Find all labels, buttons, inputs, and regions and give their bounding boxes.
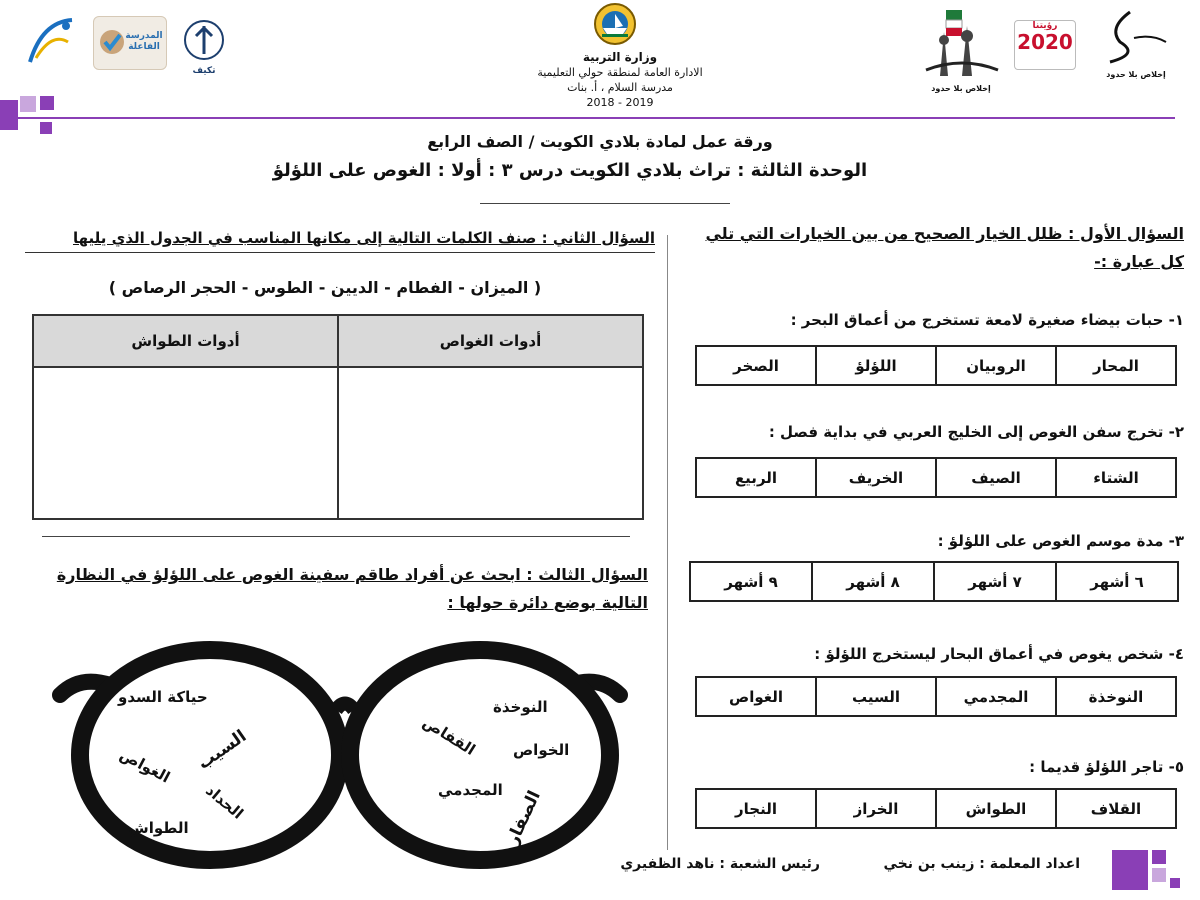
option[interactable]: ٨ أشهر	[812, 562, 934, 601]
option[interactable]: الروبيان	[936, 346, 1056, 385]
option[interactable]: اللؤلؤ	[816, 346, 936, 385]
lens-word[interactable]: الحداد	[202, 781, 247, 823]
q3-heading-cont: التالية بوضع دائرة حولها :	[447, 593, 648, 612]
lens-word[interactable]: الطواش	[128, 819, 189, 837]
q1-item-4-stem: ٤- شخص يغوص في أعماق البحار ليستخرج اللؤلؤ :	[814, 645, 1184, 663]
option[interactable]: ٩ أشهر	[690, 562, 812, 601]
title-rule	[480, 203, 730, 204]
sort-table	[32, 314, 644, 520]
q1-item-5-options	[695, 788, 1177, 829]
option[interactable]: النوخذة	[1056, 677, 1176, 716]
option[interactable]: الصخر	[696, 346, 816, 385]
vision-2020-logo	[1014, 20, 1076, 70]
purple-deco-square	[20, 96, 36, 112]
option[interactable]: الصيف	[936, 458, 1056, 497]
q2-rule	[25, 252, 655, 253]
school-year: 2018 - 2019	[586, 96, 654, 109]
vision-label: رؤيتنا	[1032, 21, 1058, 31]
q1-heading-cont: كل عبارة :-	[1094, 252, 1184, 271]
purple-deco-block	[1112, 850, 1148, 890]
lens-word[interactable]: الخواص	[513, 741, 570, 759]
q1-item-1-stem: ١- حبات بيضاء صغيرة لامعة تستخرج من أعماق البحر :	[790, 311, 1184, 329]
q1-item-3-options	[689, 561, 1179, 602]
kuwait-emblem-icon	[593, 2, 637, 46]
option[interactable]: الطواش	[936, 789, 1056, 828]
towers-logo	[922, 6, 1000, 96]
q2-bottom-rule	[42, 536, 630, 537]
purple-deco-square	[1170, 878, 1180, 888]
option[interactable]: المحار	[1056, 346, 1176, 385]
option[interactable]: الخراز	[816, 789, 936, 828]
school-name: مدرسة السلام ، أ. بنات	[567, 81, 673, 94]
worksheet-title: ورقة عمل لمادة بلادي الكويت / الصف الرابع	[427, 132, 773, 151]
option[interactable]: النجار	[696, 789, 816, 828]
wave-logo	[1100, 8, 1172, 88]
takayof-text: تكيف	[192, 66, 216, 76]
header-divider	[0, 117, 1175, 119]
swoosh-logo	[22, 12, 80, 70]
option[interactable]: الشتاء	[1056, 458, 1176, 497]
effective-school-text: المدرسة الفاعلة	[125, 31, 163, 52]
q1-heading: السؤال الأول : ظلل الخيار الصحيح من بين الخيارات التي تلي	[705, 224, 1184, 243]
q1-item-4-options	[695, 676, 1177, 717]
option[interactable]: المجدمي	[936, 677, 1056, 716]
department-head-credit: رئيس الشعبة : ناهد الظفيري	[620, 856, 820, 872]
lens-word[interactable]: القفاص	[419, 712, 479, 760]
lens-word[interactable]: السيب	[194, 726, 251, 774]
ministry-name: وزارة التربية	[582, 50, 658, 64]
q3-heading: السؤال الثالث : ابحث عن أفراد طاقم سفينة الغوص على اللؤلؤ في النظارة	[56, 565, 648, 584]
column-header-diver-tools: أدوات الغواص	[338, 315, 643, 367]
lens-word[interactable]: حياكة السدو	[118, 688, 208, 706]
q2-heading: السؤال الثاني : صنف الكلمات التالية إلى مكانها المناسب في الجدول الذي يليها	[72, 229, 655, 247]
option[interactable]: القلاف	[1056, 789, 1176, 828]
purple-deco-block	[0, 100, 18, 130]
purple-deco-square	[1152, 850, 1166, 864]
purple-deco-square	[1152, 868, 1166, 882]
q1-item-5-stem: ٥- تاجر اللؤلؤ قديما :	[1029, 758, 1184, 776]
effective-school-logo	[93, 16, 167, 70]
option[interactable]: الربيع	[696, 458, 816, 497]
lens-word[interactable]: الصفار	[502, 787, 545, 849]
slogan-text-1: إخلاص بلا حدود	[931, 84, 991, 93]
column-divider	[667, 235, 668, 850]
option[interactable]: الخريف	[816, 458, 936, 497]
purple-deco-square	[40, 122, 52, 134]
q2-word-bank: ( الميزان - الفطام - الديين - الطوس - الحجر الرصاص )	[108, 278, 542, 297]
vision-year: 2020	[1017, 30, 1073, 54]
q1-item-3-stem: ٣- مدة موسم الغوص على اللؤلؤ :	[937, 532, 1184, 550]
lens-word[interactable]: المجدمي	[438, 781, 503, 799]
purple-deco-square	[40, 96, 54, 110]
option[interactable]: ٧ أشهر	[934, 562, 1056, 601]
slogan-text-2: إخلاص بلا حدود	[1106, 70, 1166, 79]
lesson-title: الوحدة الثالثة : تراث بلادي الكويت درس ٣ : أولا : الغوص على اللؤلؤ	[272, 160, 868, 181]
option[interactable]: السيب	[816, 677, 936, 716]
q1-item-2-options	[695, 457, 1177, 498]
q1-item-1-options	[695, 345, 1177, 386]
column-header-merchant-tools: أدوات الطواش	[33, 315, 338, 367]
option[interactable]: الغواص	[696, 677, 816, 716]
directorate-name: الادارة العامة لمنطقة حولي التعليمية	[537, 66, 703, 79]
teacher-credit: اعداد المعلمة : زينب بن نخي	[883, 856, 1080, 872]
answer-cell-merchant-tools[interactable]	[33, 367, 338, 519]
answer-cell-diver-tools[interactable]	[338, 367, 643, 519]
lens-word[interactable]: الغواص	[116, 745, 174, 787]
option[interactable]: ٦ أشهر	[1056, 562, 1178, 601]
lens-word[interactable]: النوخذة	[493, 698, 548, 716]
takayof-logo	[180, 18, 228, 76]
q1-item-2-stem: ٢- تخرج سفن الغوص إلى الخليج العربي في بداية فصل :	[768, 423, 1184, 441]
